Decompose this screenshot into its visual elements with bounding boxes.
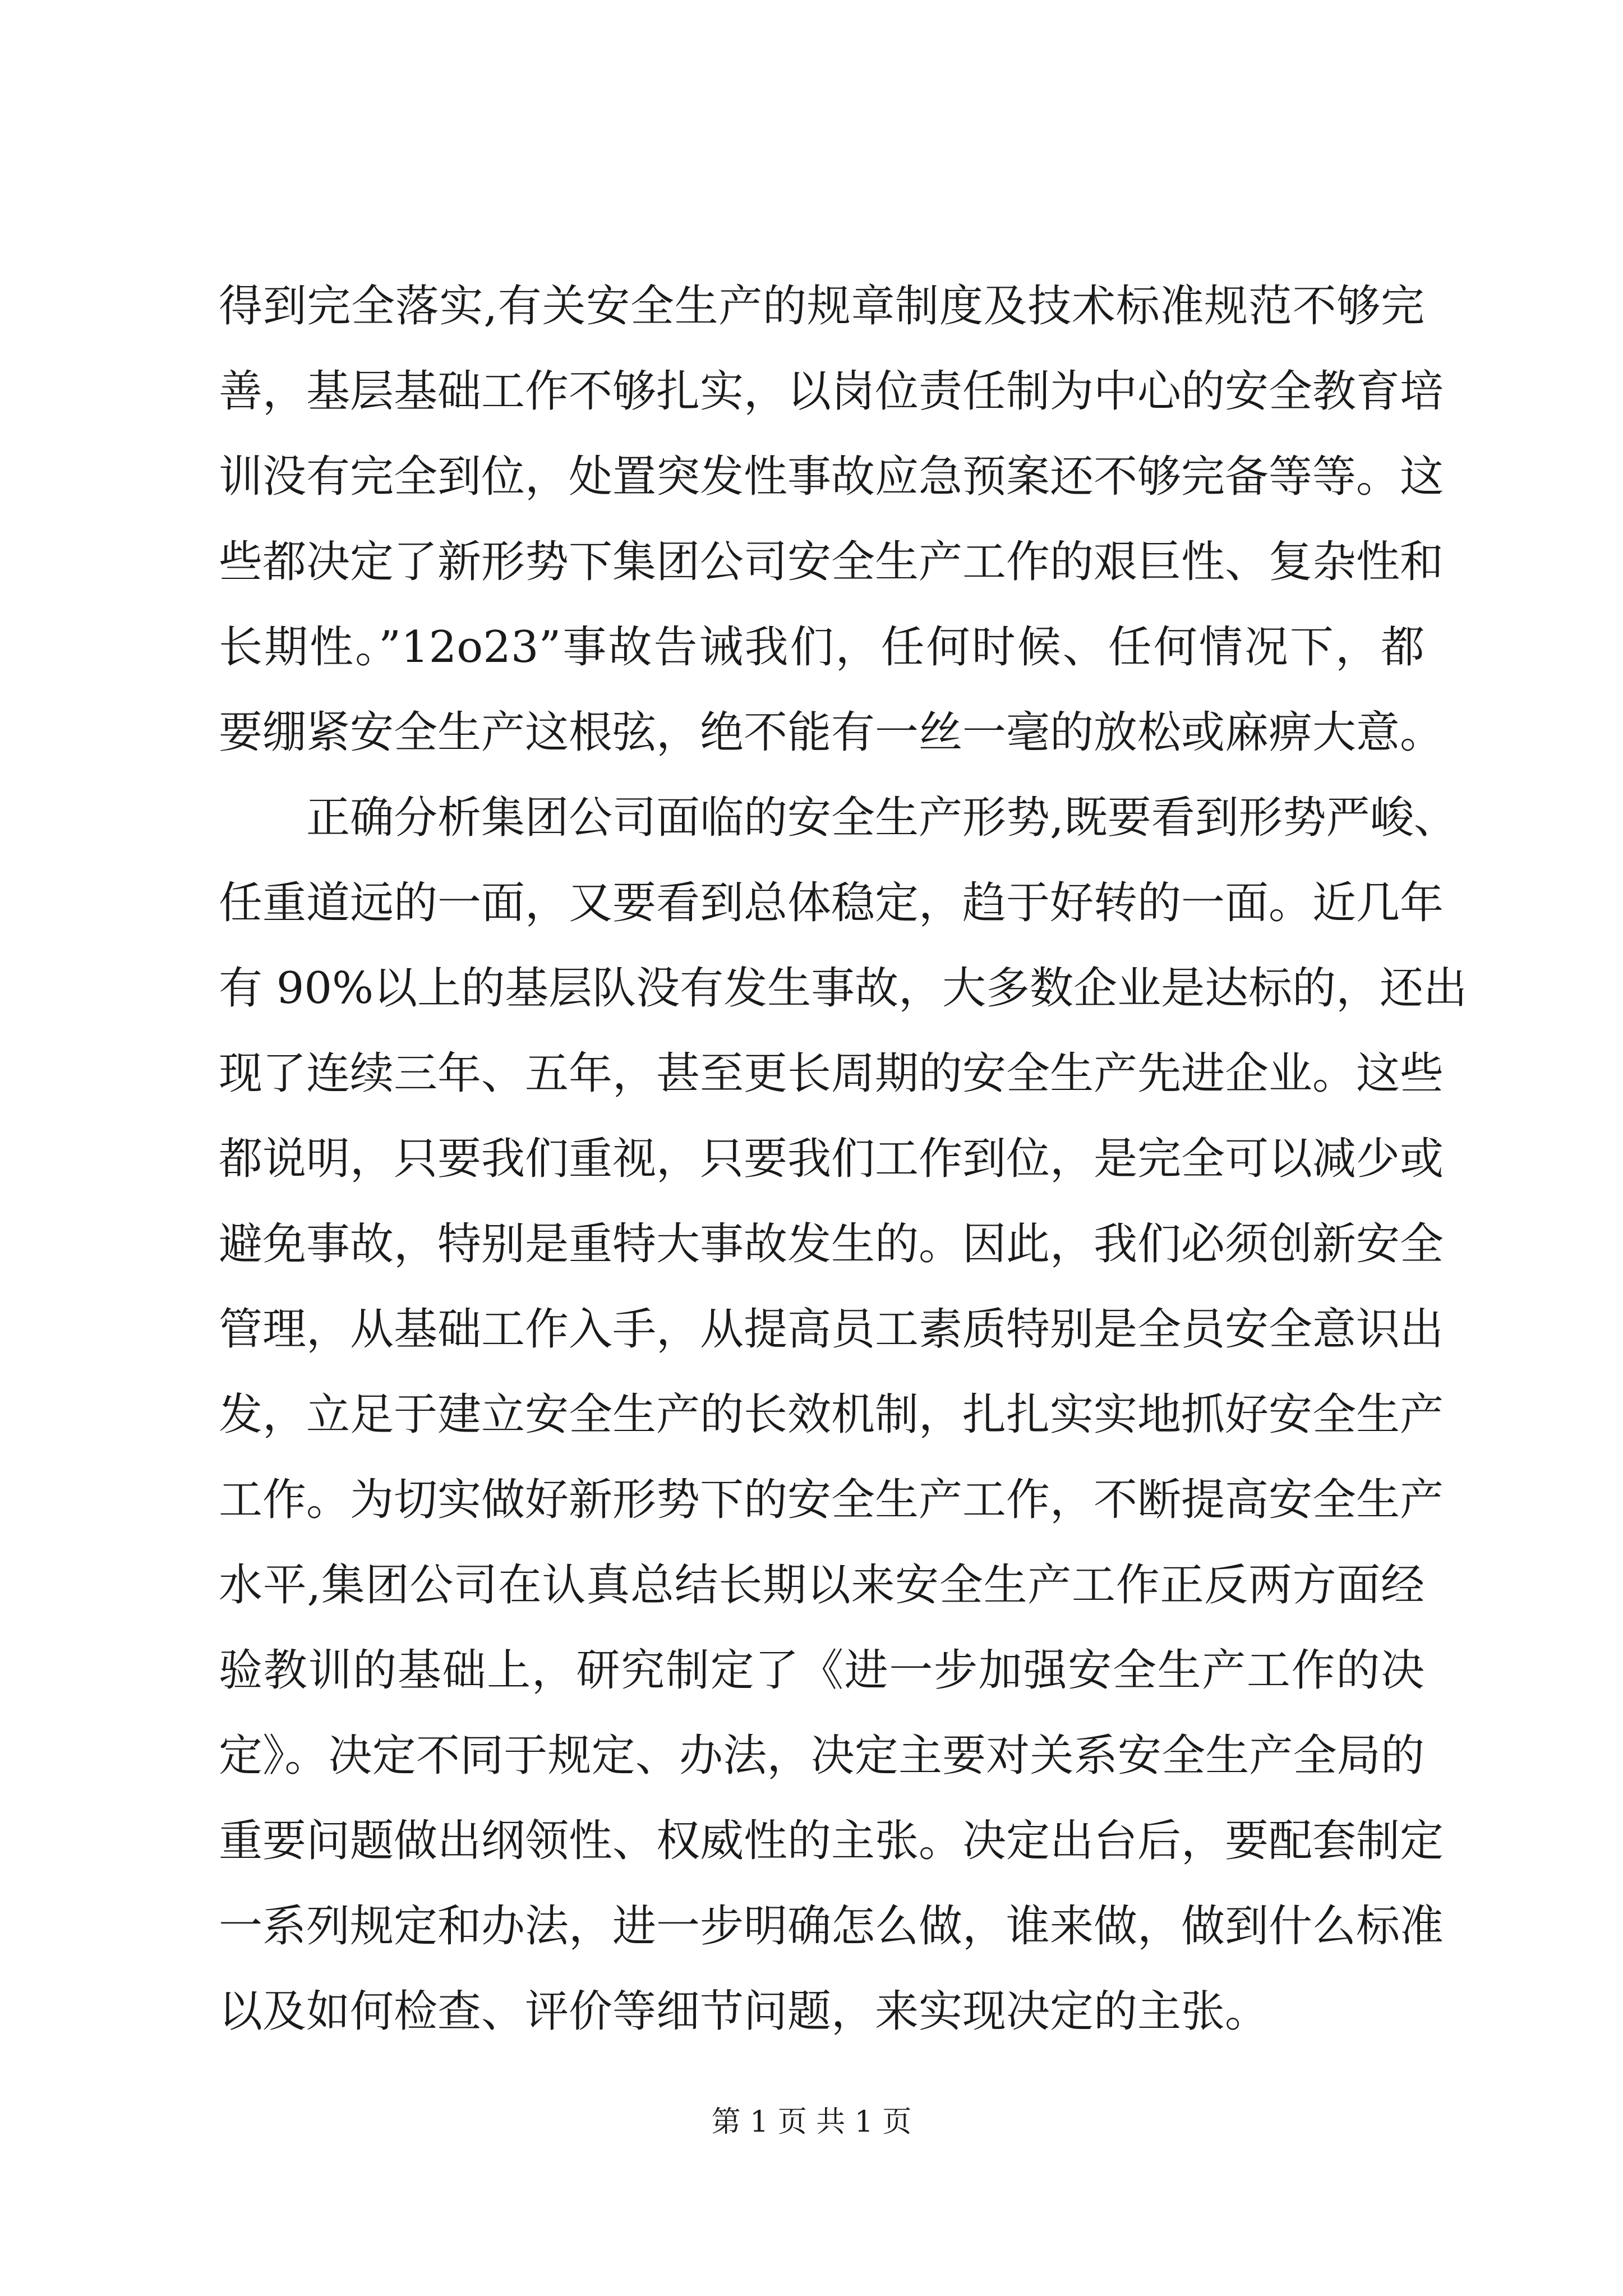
text-line: 发，立足于建立安全生产的长效机制，扎扎实实地抓好安全生产 [219,1389,1444,1440]
document-body [219,264,1468,2054]
text-line: 长期性。”12o23”事故告诫我们，任何时候、任何情况下，都 [219,622,1424,673]
text-line: 工作。为切实做好新形势下的安全生产工作，不断提高安全生产 [219,1475,1444,1525]
paragraph-1 [219,264,1444,775]
page-number-footer: 第 1 页 共 1 页 [711,2105,912,2139]
text-line: 管理，从基础工作入手，从提高员工素质特别是全员安全意识出 [219,1304,1444,1355]
text-line: 正确分析集团公司面临的安全生产形势,既要看到形势严峻、 [306,793,1458,843]
text-line: 都说明，只要我们重视，只要我们工作到位，是完全可以减少或 [219,1134,1444,1184]
text-line: 水平,集团公司在认真总结长期以来安全生产工作正反两方面经 [219,1560,1424,1611]
text-line: 定》。决定不同于规定、办法，决定主要对关系安全生产全局的 [219,1731,1424,1781]
text-line: 训没有完全到位，处置突发性事故应急预案还不够完备等等。这 [219,452,1444,502]
text-line: 善，基层基础工作不够扎实，以岗位责任制为中心的安全教育培 [219,366,1444,417]
text-line: 以及如何检查、评价等细节问题，来实现决定的主张。 [219,1986,1269,2037]
text-line: 些都决定了新形势下集团公司安全生产工作的艰巨性、复杂性和 [219,537,1444,587]
text-line: 重要问题做出纲领性、权威性的主张。决定出台后，要配套制定 [219,1816,1444,1866]
paragraph-2 [219,775,1468,2054]
text-line: 现了连续三年、五年，甚至更长周期的安全生产先进企业。这些 [219,1048,1444,1099]
text-line: 有 90%以上的基层队没有发生事故，大多数企业是达标的，还出 [219,963,1468,1014]
text-line: 验教训的基础上，研究制定了《进一步加强安全生产工作的决 [219,1645,1424,1696]
text-line: 一系列规定和办法，进一步明确怎么做，谁来做，做到什么标准 [219,1901,1444,1952]
text-line: 避免事故，特别是重特大事故发生的。因此，我们必须创新安全 [219,1219,1444,1269]
text-line: 得到完全落实,有关安全生产的规章制度及技术标准规范不够完 [219,281,1424,332]
text-line: 任重道远的一面，又要看到总体稳定，趋于好转的一面。近几年 [219,878,1444,928]
text-line: 要绷紧安全生产这根弦，绝不能有一丝一毫的放松或麻痹大意。 [219,707,1444,758]
